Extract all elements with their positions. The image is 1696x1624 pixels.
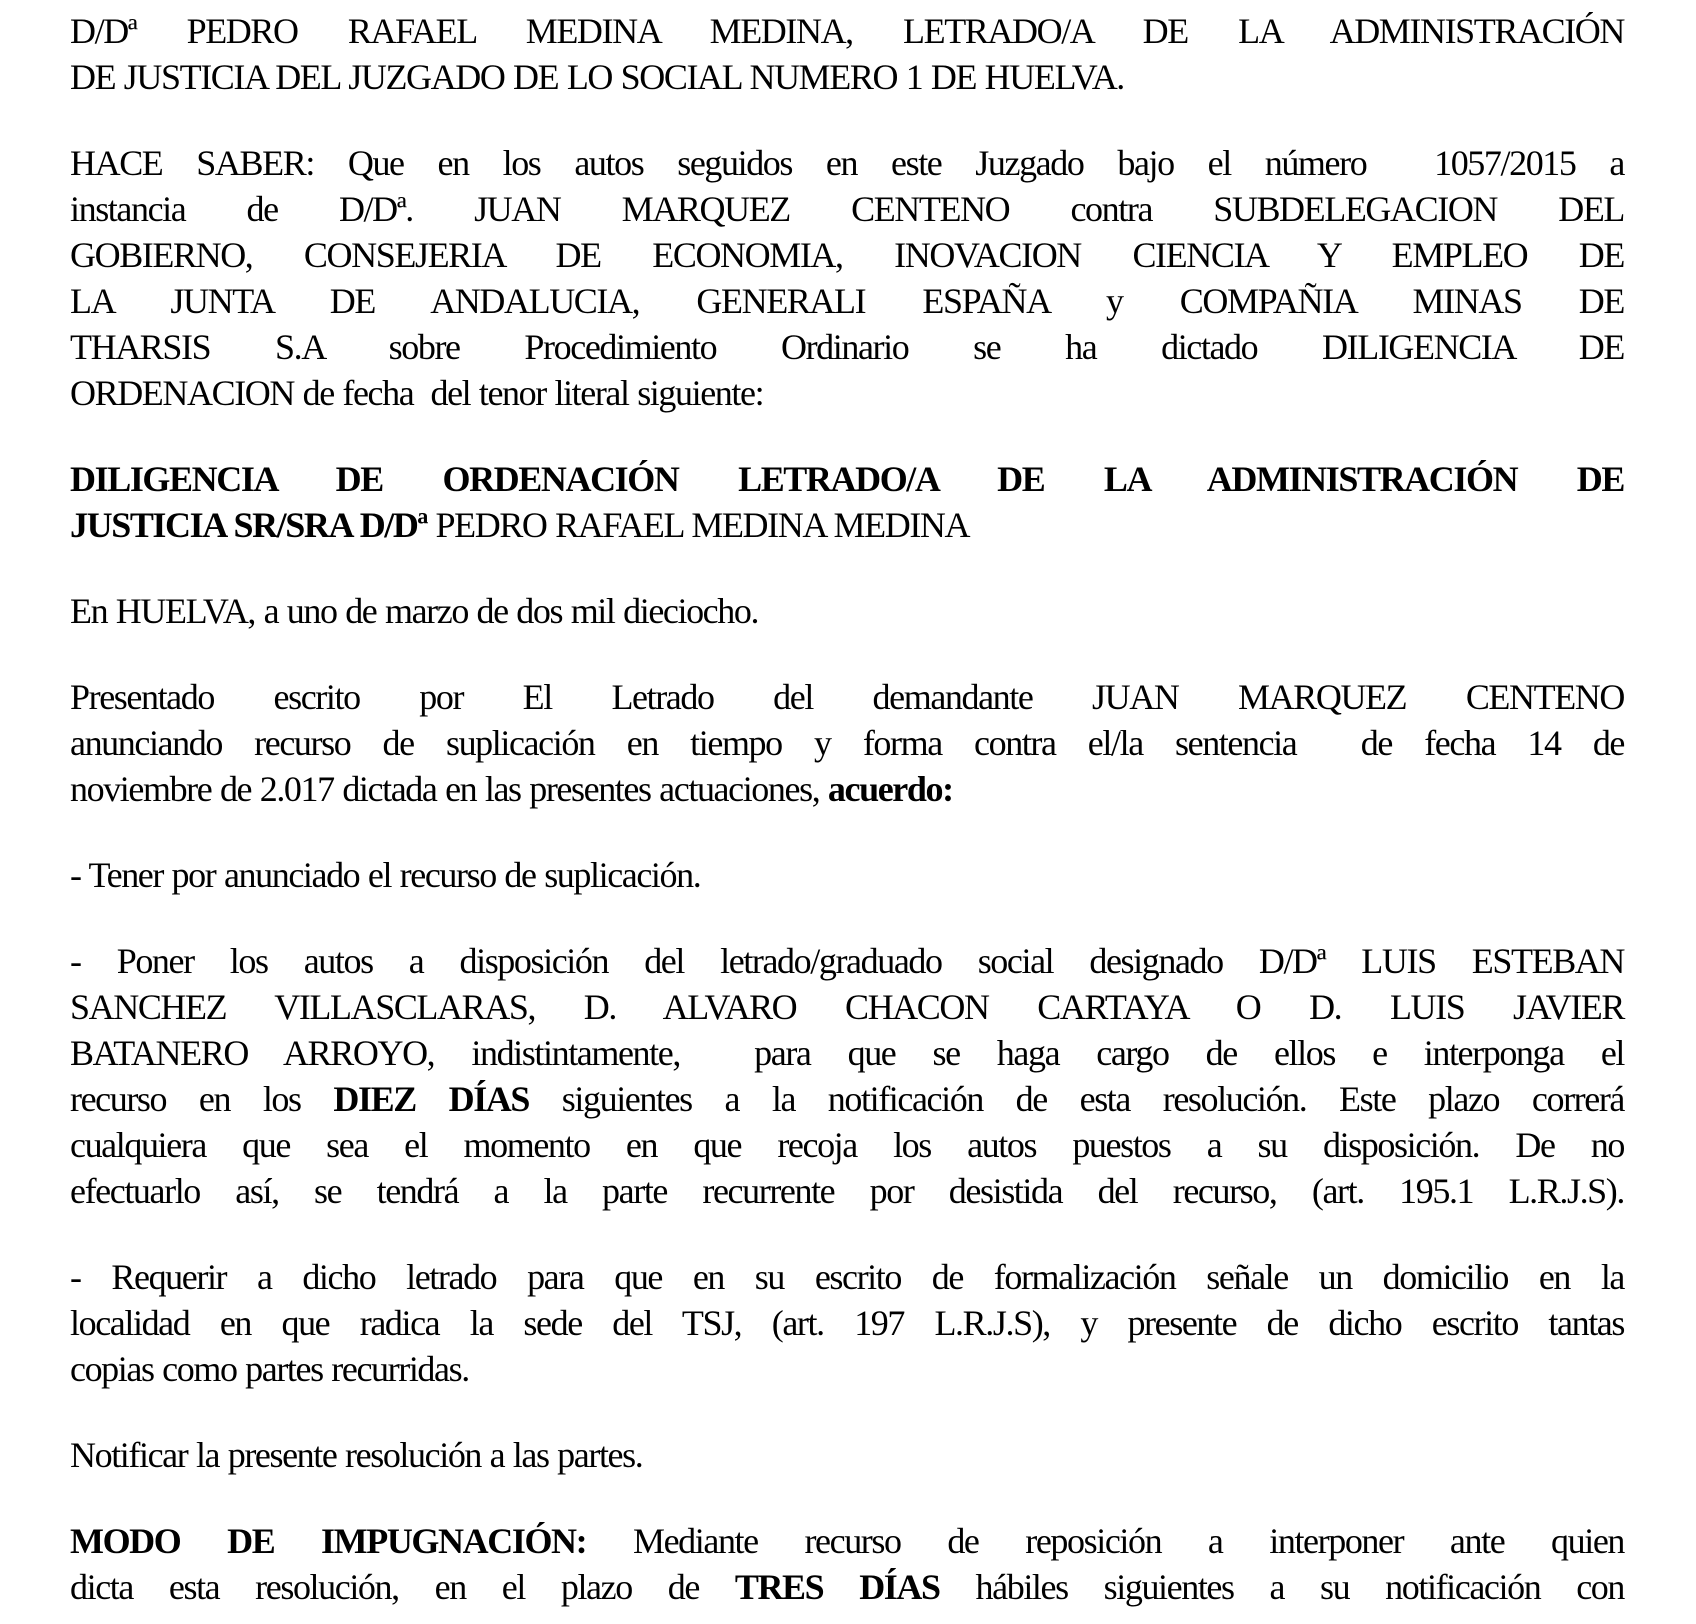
text-line: [70, 1346, 1624, 1392]
text-line: [70, 8, 1624, 54]
text-run: anunciando recurso de suplicación en tiempo y forma contra el/la sentencia de fecha 14 de: [70, 723, 1624, 763]
text-run: localidad en que radica la sede del TSJ, (art. 197 L.R.J.S), y presente de dicho escrito tantas: [70, 1303, 1624, 1343]
text-run: GOBIERNO, CONSEJERIA DE ECONOMIA, INOVACION CIENCIA Y EMPLEO DE: [70, 235, 1624, 275]
text-run: TRES DÍAS: [734, 1567, 940, 1607]
text-run: MODO DE IMPUGNACIÓN:: [70, 1521, 633, 1561]
text-line: [70, 456, 1624, 502]
paragraph-item-poner: [70, 938, 1624, 1214]
text-line: [70, 674, 1624, 720]
text-run: copias como partes recurridas.: [70, 1349, 469, 1389]
paragraph-modo-impugnacion: [70, 1518, 1624, 1610]
text-line: [70, 1300, 1624, 1346]
paragraph-letrado-header: [70, 8, 1624, 100]
text-line: [70, 186, 1624, 232]
text-line: [70, 278, 1624, 324]
text-run: BATANERO ARROYO, indistintamente, para que se haga cargo de ellos e interponga el: [70, 1033, 1624, 1073]
text-run: hábiles siguientes a su notificación con: [939, 1567, 1624, 1607]
paragraph-diligencia-heading: [70, 456, 1624, 548]
paragraph-notificar: [70, 1432, 1624, 1478]
text-run: - Requerir a dicho letrado para que en su escrito de formalización señale un domicilio en la: [70, 1257, 1624, 1297]
text-line: [70, 720, 1624, 766]
text-run: instancia de D/Dª. JUAN MARQUEZ CENTENO contra SUBDELEGACION DEL: [70, 189, 1624, 229]
text-run: DIEZ DÍAS: [333, 1079, 530, 1119]
text-line: [70, 1076, 1624, 1122]
text-line: [70, 324, 1624, 370]
text-line: [70, 852, 1624, 898]
paragraph-presentado-escrito: [70, 674, 1624, 812]
paragraph-item-requerir: [70, 1254, 1624, 1392]
text-run: Presentado escrito por El Letrado del demandante JUAN MARQUEZ CENTENO: [70, 677, 1624, 717]
text-run: ORDENACION de fecha del tenor literal siguiente:: [70, 373, 764, 413]
text-line: [70, 1564, 1624, 1610]
text-run: acuerdo:: [827, 769, 953, 809]
text-run: recurso en los: [70, 1079, 334, 1119]
text-line: [70, 54, 1624, 100]
text-run: - Poner los autos a disposición del letrado/graduado social designado D/Dª LUIS ESTEBAN: [70, 941, 1624, 981]
text-line: [70, 1122, 1624, 1168]
text-line: [70, 232, 1624, 278]
text-line: [70, 766, 1624, 812]
paragraph-hace-saber: [70, 140, 1624, 416]
text-run: Mediante recurso de reposición a interponer ante quien: [632, 1521, 1624, 1561]
paragraph-item-tener: [70, 852, 1624, 898]
text-line: [70, 1030, 1624, 1076]
paragraph-fecha-lugar: [70, 588, 1624, 634]
text-line: [70, 370, 1624, 416]
text-run: cualquiera que sea el momento en que recoja los autos puestos a su disposición. De no: [70, 1125, 1624, 1165]
text-run: PEDRO RAFAEL MEDINA MEDINA: [435, 505, 970, 545]
text-run: HACE SABER: Que en los autos seguidos en este Juzgado bajo el número 1057/2015 a: [70, 143, 1624, 183]
text-run: En HUELVA, a uno de marzo de dos mil dieciocho.: [70, 591, 759, 631]
text-line: [70, 502, 1624, 548]
text-run: DILIGENCIA DE ORDENACIÓN LETRADO/A DE LA ADMINISTRACIÓN DE: [70, 459, 1624, 499]
text-run: SANCHEZ VILLASCLARAS, D. ALVARO CHACON CARTAYA O D. LUIS JAVIER: [70, 987, 1624, 1027]
text-run: efectuarlo así, se tendrá a la parte recurrente por desistida del recurso, (art. 195.1 L.R.J.S).: [70, 1171, 1624, 1211]
text-line: [70, 1518, 1624, 1564]
text-line: [70, 984, 1624, 1030]
text-run: noviembre de 2.017 dictada en las presentes actuaciones,: [70, 769, 828, 809]
text-run: LA JUNTA DE ANDALUCIA, GENERALI ESPAÑA y COMPAÑIA MINAS DE: [70, 281, 1624, 321]
text-line: [70, 140, 1624, 186]
text-run: Notificar la presente resolución a las partes.: [70, 1435, 643, 1475]
text-run: THARSIS S.A sobre Procedimiento Ordinario se ha dictado DILIGENCIA DE: [70, 327, 1624, 367]
text-run: siguientes a la notificación de esta resolución. Este plazo correrá: [529, 1079, 1625, 1119]
text-line: [70, 938, 1624, 984]
text-run: JUSTICIA SR/SRA D/Dª: [70, 505, 436, 545]
text-run: dicta esta resolución, en el plazo de: [70, 1567, 735, 1607]
text-line: [70, 1432, 1624, 1478]
text-line: [70, 1254, 1624, 1300]
text-line: [70, 1168, 1624, 1214]
text-run: DE JUSTICIA DEL JUZGADO DE LO SOCIAL NUMERO 1 DE HUELVA.: [70, 57, 1124, 97]
text-run: D/Dª PEDRO RAFAEL MEDINA MEDINA, LETRADO/A DE LA ADMINISTRACIÓN: [70, 11, 1624, 51]
text-line: [70, 588, 1624, 634]
text-run: - Tener por anunciado el recurso de suplicación.: [70, 855, 701, 895]
